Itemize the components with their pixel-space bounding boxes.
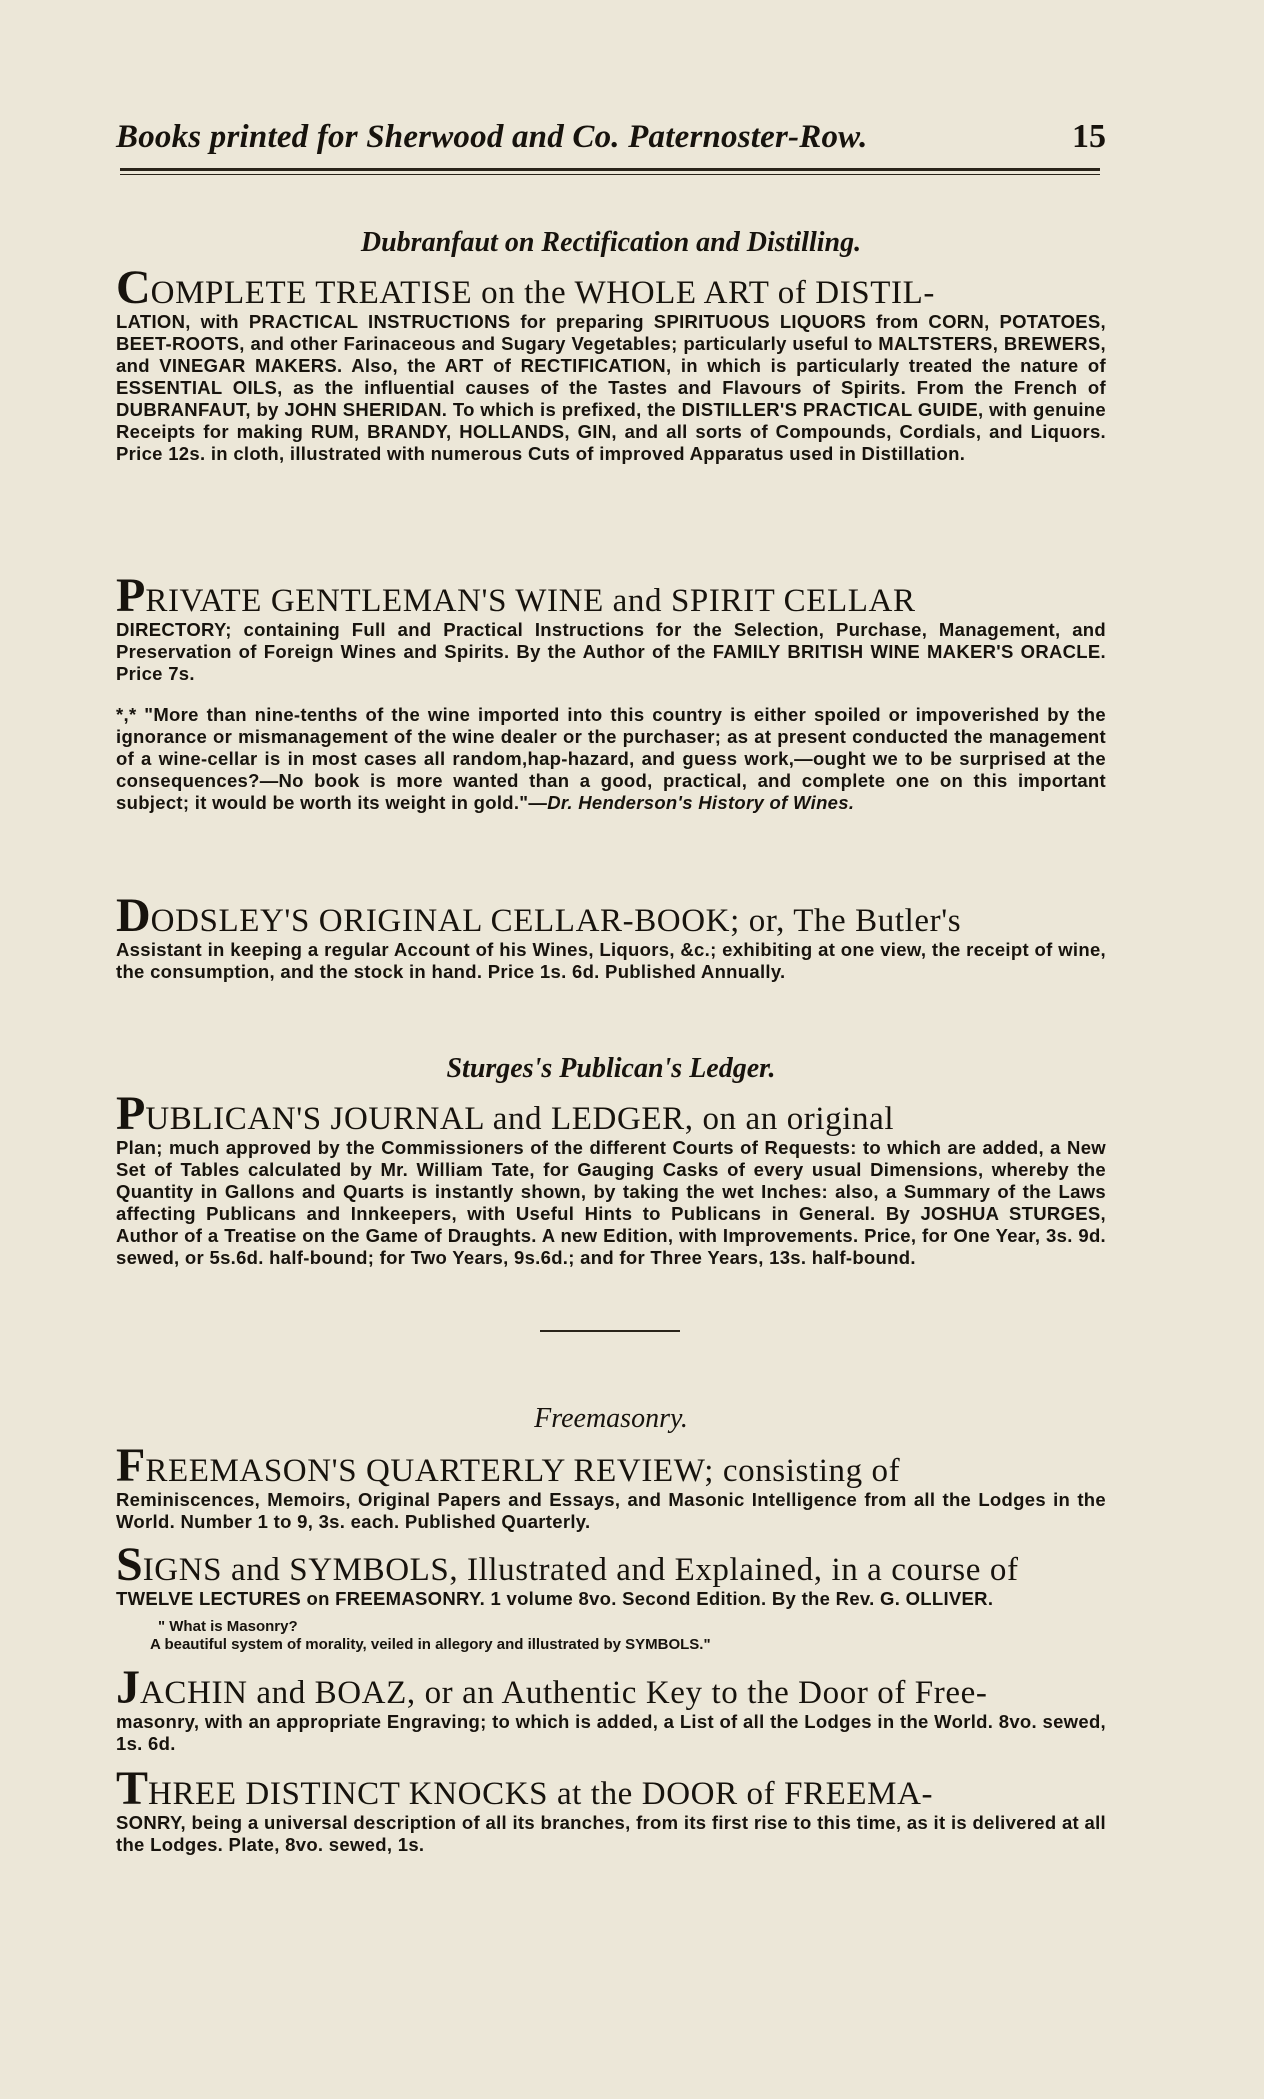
entry-signs-title: [116, 1538, 1106, 1591]
entry-title: UBLICAN'S JOURNAL and LEDGER, on an original: [145, 1101, 895, 1137]
dropcap: D: [116, 889, 151, 942]
entry-title: OMPLETE TREATISE on the WHOLE ART of DISTIL-: [150, 275, 935, 311]
section-freemasonry: [116, 1402, 1106, 1856]
entry-publican-body: Plan; much approved by the Commissioners of the different Courts of Requests: to which are added, a New Set of Tables calculated by Mr. William Tate, for Gauging Casks of every usual Dimensions, whereby the Quantity in Gallons and Quarts is instantly shown, by taking the wet Inches: also, a Summary of the Laws affecting Publicans and Innkeepers, with Useful Hints to Publicans in General. By JOSHUA STURGES, Author of a Treatise on the Game of Draughts. A new Edition, with Improvements. Price, for One Year, 3s. 9d. sewed, or 5s.6d. half-bound; for Two Years, 9s.6d.; and for Three Years, 13s. half-bound.: [116, 1137, 1106, 1268]
entry-publican-title: [116, 1087, 1106, 1140]
page-number: 15: [1072, 118, 1106, 155]
entry-distillation-body: LATION, with PRACTICAL INSTRUCTIONS for preparing SPIRITUOUS LIQUORS from CORN, POTATOES, BEET-ROOTS, and other Farinaceous and Sugary Vegetables; particularly useful to MALTSTERS, BREWERS, and VINEGAR MAKERS. Also, the ART of RECTIFICATION, in which is particularly treated the nature of ESSENTIAL OILS, as the influential causes of the Tastes and Flavours of Spirits. From the French of DUBRANFAUT, by JOHN SHERIDAN. To which is prefixed, the DISTILLER'S PRACTICAL GUIDE, with genuine Receipts for making RUM, BRANDY, HOLLANDS, GIN, and all sorts of Compounds, Cordials, and Liquors. Price 12s. in cloth, illustrated with numerous Cuts of improved Apparatus used in Distillation.: [116, 311, 1106, 464]
dropcap: C: [116, 261, 151, 314]
entry-jachin-body: masonry, with an appropriate Engraving; to which is added, a List of all the Lodges in the World. 8vo. sewed, 1s. 6d.: [116, 1711, 1106, 1754]
entry-title: HREE DISTINCT KNOCKS at the DOOR of FREEMA-: [148, 1776, 934, 1812]
quote-text: *,* "More than nine-tenths of the wine imported into this country is either spoiled or impoverished by the ignorance or mismanagement of the wine dealer or the purchaser; as at present conducted the management of a wine-cellar is in most cases all random,hap-hazard, and guess work,—ought we to be surprised at the consequences?—No book is more wanted than a good, practical, and complete one on this important subject; it would be worth its weight in gold."—: [116, 703, 1106, 813]
entry-knocks-title: [116, 1762, 1106, 1815]
entry-title: IGNS and SYMBOLS, Illustrated and Explained, in a course of: [142, 1552, 1019, 1588]
dropcap: J: [116, 1661, 140, 1714]
entry-title: ODSLEY'S ORIGINAL CELLAR-BOOK; or, The Butler's: [150, 903, 962, 939]
entry-title: REEMASON'S QUARTERLY REVIEW; consisting of: [145, 1453, 901, 1489]
entry-title: RIVATE GENTLEMAN'S WINE and SPIRIT CELLAR: [145, 583, 916, 619]
entry-title: ACHIN and BOAZ, or an Authentic Key to the Door of Free-: [140, 1675, 988, 1711]
signs-quote-line2: A beautiful system of morality, veiled in allegory and illustrated by SYMBOLS.": [150, 1636, 711, 1653]
header-rule-thick: [120, 168, 1100, 171]
section-heading-dubranfaut: Dubranfaut on Rectification and Distilling.: [360, 227, 862, 258]
entry-distillation-title: [116, 261, 1106, 314]
entry-dodsley-title: [116, 889, 1106, 942]
section-divider: [540, 1330, 680, 1332]
section-heading-freemasonry: Freemasonry.: [534, 1403, 688, 1434]
section-dodsley: [116, 889, 1106, 983]
entry-wine-cellar-body: DIRECTORY; containing Full and Practical Instructions for the Selection, Purchase, Management, and Preservation of Foreign Wines and Spirits. By the Author of the FAMILY BRITISH WINE MAKER'S ORACLE. Price 7s.: [116, 619, 1106, 684]
header-title: Books printed for Sherwood and Co. Paternoster-Row.: [116, 119, 868, 155]
section-heading-sturges: Sturges's Publican's Ledger.: [446, 1053, 776, 1084]
entry-jachin-title: [116, 1661, 1106, 1714]
signs-quote-line1: " What is Masonry?: [158, 1618, 298, 1635]
dropcap: F: [116, 1439, 146, 1492]
entry-review-title: [116, 1439, 1106, 1492]
header-rule-thin: [120, 174, 1100, 175]
wine-cellar-quote: [116, 704, 1106, 814]
entry-review-body: Reminiscences, Memoirs, Original Papers and Essays, and Masonic Intelligence from all the Lodges in the World. Number 1 to 9, 3s. each. Published Quarterly.: [116, 1489, 1106, 1532]
section-sturges: [116, 1052, 1106, 1269]
section-dubranfaut: [116, 226, 1106, 465]
entry-knocks-body: SONRY, being a universal description of all its branches, from its first rise to this time, as it is delivered at all the Lodges. Plate, 8vo. sewed, 1s.: [116, 1812, 1106, 1855]
dropcap: P: [116, 1087, 146, 1140]
dropcap: T: [116, 1762, 149, 1815]
dropcap: P: [116, 569, 146, 622]
entry-signs-body: TWELVE LECTURES on FREEMASONRY. 1 volume 8vo. Second Edition. By the Rev. G. OLLIVER.: [116, 1588, 994, 1609]
quote-source: Dr. Henderson's History of Wines.: [547, 791, 855, 813]
section-wine-cellar: [116, 569, 1106, 832]
dropcap: S: [116, 1538, 143, 1591]
entry-dodsley-body: Assistant in keeping a regular Account of his Wines, Liquors, &c.; exhibiting at one view, the receipt of wine, the consumption, and the stock in hand. Price 1s. 6d. Published Annually.: [116, 939, 1106, 982]
running-header: [116, 118, 1106, 156]
entry-wine-cellar-title: [116, 569, 1106, 622]
